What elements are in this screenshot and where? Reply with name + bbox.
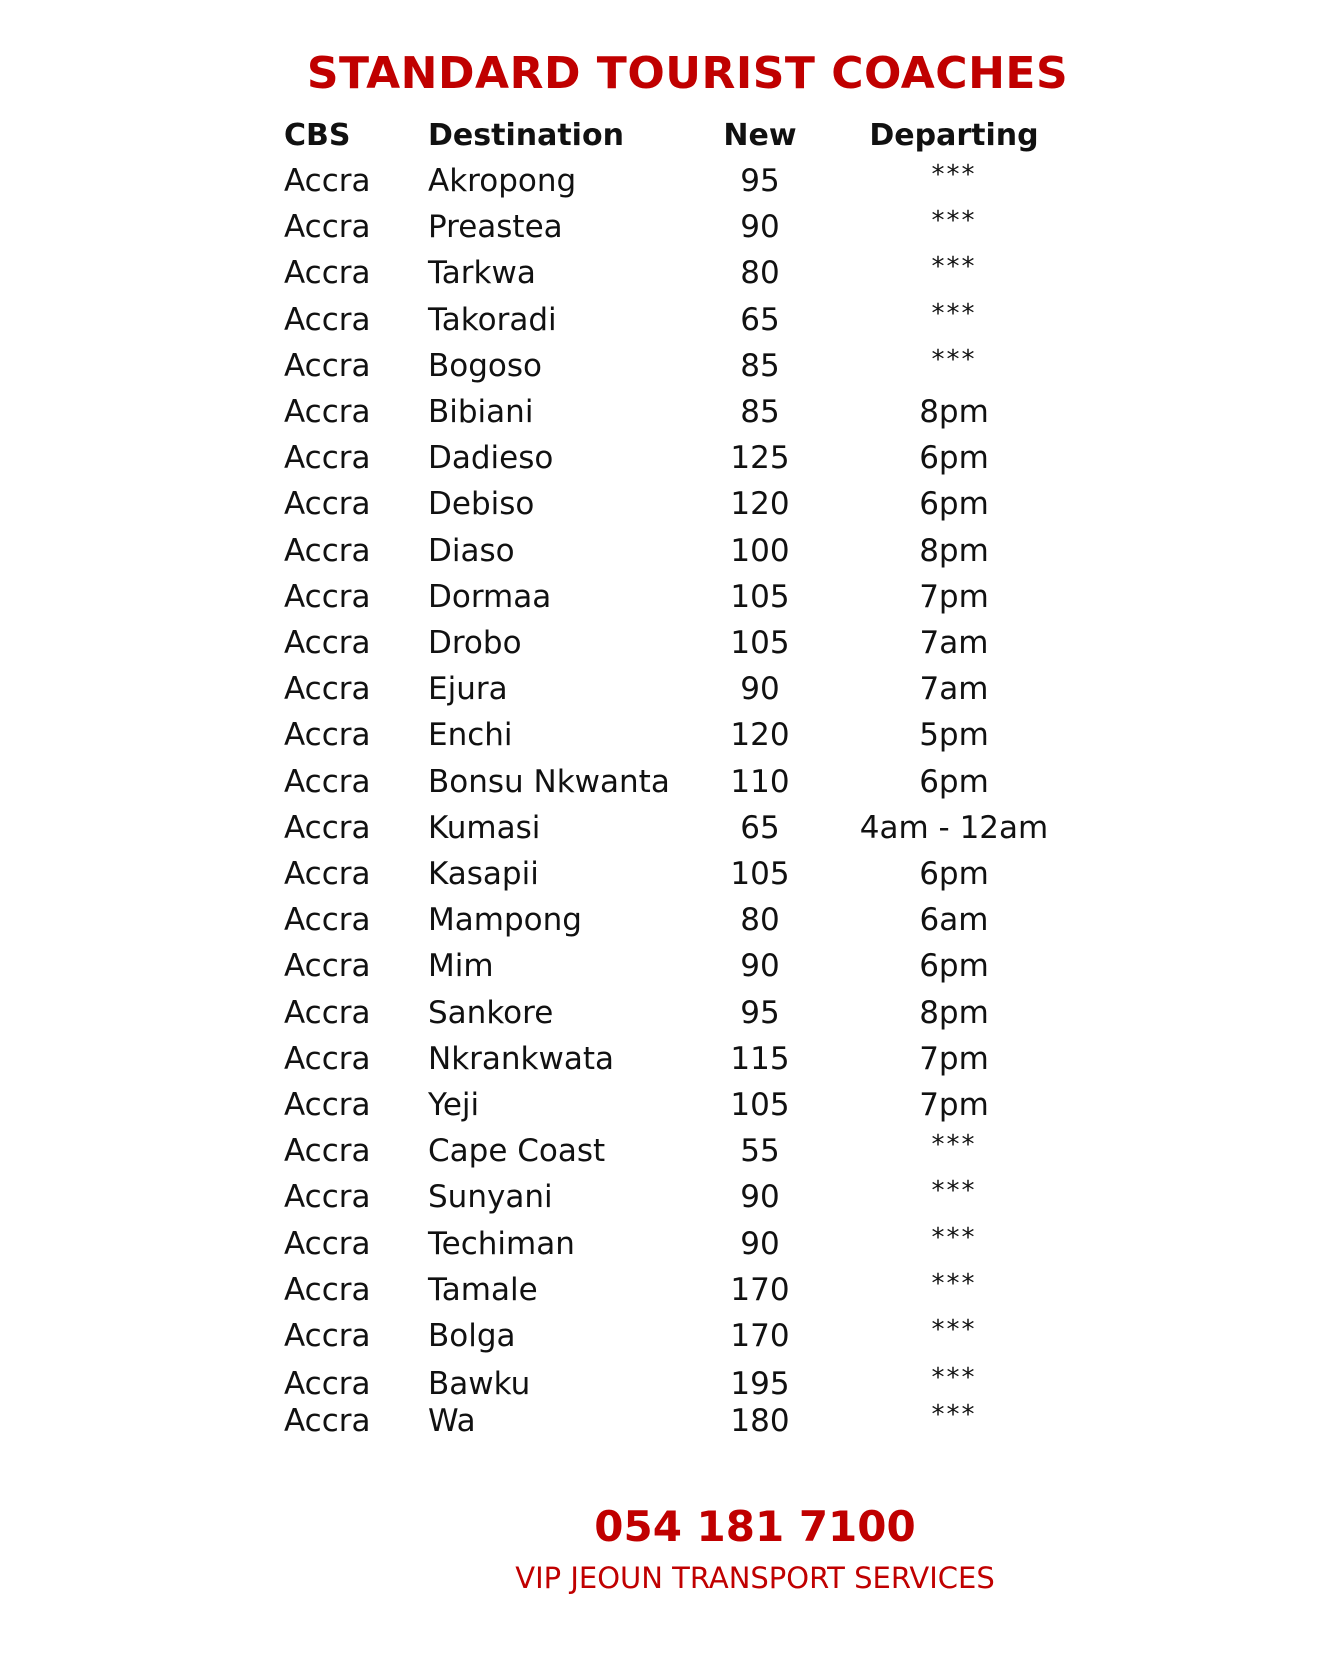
cell-destination: Tamale: [428, 1271, 538, 1308]
cell-destination: Takoradi: [428, 301, 557, 338]
cell-cbs: Accra: [284, 1087, 371, 1123]
company-name: VIP JEOUN TRANSPORT SERVICES: [515, 1561, 995, 1595]
cell-departing: 7am: [919, 625, 989, 661]
page-title: STANDARD TOURIST COACHES: [306, 48, 1069, 99]
cell-cbs: Accra: [284, 1318, 371, 1354]
cell-destination: Bogoso: [428, 347, 542, 384]
phone-number: 054 181 7100: [594, 1502, 916, 1551]
cell-price: 105: [730, 625, 790, 661]
cell-destination: Enchi: [428, 717, 513, 754]
cell-cbs: Accra: [284, 578, 371, 615]
cell-price: 90: [740, 671, 780, 708]
cell-cbs: Accra: [284, 301, 371, 338]
cell-departing: 8pm: [919, 994, 989, 1031]
cell-destination: Preastea: [428, 209, 563, 246]
cell-price: 65: [740, 809, 780, 846]
cell-price: 95: [740, 163, 780, 199]
cell-departing: 6pm: [919, 856, 989, 892]
cell-price: 55: [740, 1133, 780, 1170]
cell-cbs: Accra: [284, 1040, 371, 1077]
cell-departing: ***: [931, 344, 977, 375]
cell-destination: Tarkwa: [428, 255, 536, 292]
cell-cbs: Accra: [284, 486, 371, 523]
cell-destination: Sunyani: [428, 1179, 553, 1216]
cell-cbs: Accra: [284, 1403, 371, 1439]
cell-destination: Wa: [428, 1403, 476, 1439]
cell-price: 90: [740, 1179, 780, 1216]
cell-price: 80: [740, 255, 780, 292]
cell-price: 110: [730, 763, 790, 800]
cell-cbs: Accra: [284, 671, 371, 708]
cell-departing: ***: [931, 1222, 977, 1253]
cell-cbs: Accra: [284, 532, 371, 569]
cell-destination: Diaso: [428, 532, 515, 569]
cell-cbs: Accra: [284, 1225, 371, 1262]
cell-price: 100: [730, 532, 790, 569]
cell-departing: ***: [931, 298, 977, 329]
cell-destination: Bibiani: [428, 394, 534, 430]
cell-destination: Bawku: [428, 1366, 531, 1402]
cell-destination: Debiso: [428, 486, 535, 523]
cell-departing: ***: [931, 252, 977, 283]
cell-departing: ***: [931, 1400, 977, 1430]
cell-price: 105: [730, 1087, 790, 1123]
cell-cbs: Accra: [284, 440, 371, 477]
cell-cbs: Accra: [284, 394, 371, 430]
cell-departing: ***: [931, 1315, 977, 1345]
cell-destination: Drobo: [428, 625, 522, 661]
cell-destination: Dadieso: [428, 440, 554, 477]
cell-destination: Akropong: [428, 163, 577, 199]
header-new: New: [723, 118, 797, 153]
cell-price: 85: [740, 347, 780, 384]
cell-cbs: Accra: [284, 255, 371, 292]
cell-departing: 7pm: [919, 1040, 989, 1077]
cell-price: 170: [730, 1271, 790, 1308]
cell-destination: Mim: [428, 948, 494, 985]
cell-destination: Cape Coast: [428, 1133, 606, 1170]
cell-price: 90: [740, 948, 780, 985]
cell-price: 125: [730, 440, 790, 477]
cell-price: 115: [730, 1040, 790, 1077]
cell-cbs: Accra: [284, 763, 371, 800]
cell-departing: 6pm: [919, 440, 989, 477]
cell-destination: Nkrankwata: [428, 1040, 614, 1077]
header-cbs: CBS: [284, 118, 351, 153]
cell-cbs: Accra: [284, 902, 371, 939]
cell-departing: 8pm: [919, 394, 989, 430]
cell-price: 180: [730, 1403, 790, 1439]
cell-price: 195: [730, 1366, 790, 1402]
cell-price: 80: [740, 902, 780, 939]
cell-destination: Ejura: [428, 671, 508, 708]
cell-price: 120: [730, 486, 790, 523]
cell-destination: Bonsu Nkwanta: [428, 763, 670, 800]
cell-cbs: Accra: [284, 809, 371, 846]
cell-departing: 7pm: [919, 578, 989, 615]
cell-price: 95: [740, 994, 780, 1031]
cell-cbs: Accra: [284, 994, 371, 1031]
cell-departing: 4am - 12am: [859, 809, 1049, 846]
cell-price: 90: [740, 1225, 780, 1262]
cell-destination: Mampong: [428, 902, 582, 939]
cell-cbs: Accra: [284, 209, 371, 246]
cell-cbs: Accra: [284, 717, 371, 754]
cell-destination: Dormaa: [428, 578, 552, 615]
cell-departing: ***: [931, 1268, 977, 1299]
cell-cbs: Accra: [284, 1133, 371, 1170]
cell-destination: Kumasi: [428, 809, 541, 846]
header-departing: Departing: [869, 118, 1039, 153]
cell-departing: 6pm: [919, 763, 989, 800]
cell-price: 120: [730, 717, 790, 754]
cell-departing: ***: [931, 1176, 977, 1207]
cell-destination: Techiman: [428, 1225, 575, 1262]
cell-departing: 6am: [919, 902, 989, 939]
cell-cbs: Accra: [284, 625, 371, 661]
cell-price: 105: [730, 578, 790, 615]
cell-cbs: Accra: [284, 856, 371, 892]
cell-departing: ***: [931, 206, 977, 237]
cell-price: 65: [740, 301, 780, 338]
cell-departing: 7am: [919, 671, 989, 708]
cell-price: 85: [740, 394, 780, 430]
cell-cbs: Accra: [284, 1271, 371, 1308]
cell-departing: 6pm: [919, 948, 989, 985]
cell-destination: Kasapii: [428, 856, 539, 892]
cell-cbs: Accra: [284, 163, 371, 199]
cell-departing: 6pm: [919, 486, 989, 523]
header-destination: Destination: [428, 118, 624, 153]
cell-destination: Sankore: [428, 994, 554, 1031]
cell-departing: ***: [931, 1130, 977, 1161]
cell-destination: Bolga: [428, 1318, 516, 1354]
cell-departing: 8pm: [919, 532, 989, 569]
cell-price: 170: [730, 1318, 790, 1354]
cell-cbs: Accra: [284, 1179, 371, 1216]
cell-price: 90: [740, 209, 780, 246]
cell-cbs: Accra: [284, 948, 371, 985]
cell-price: 105: [730, 856, 790, 892]
cell-cbs: Accra: [284, 347, 371, 384]
cell-departing: 5pm: [919, 717, 989, 754]
cell-cbs: Accra: [284, 1366, 371, 1402]
cell-destination: Yeji: [428, 1087, 480, 1123]
cell-departing: ***: [931, 160, 977, 190]
cell-departing: 7pm: [919, 1087, 989, 1123]
cell-departing: ***: [931, 1363, 977, 1393]
